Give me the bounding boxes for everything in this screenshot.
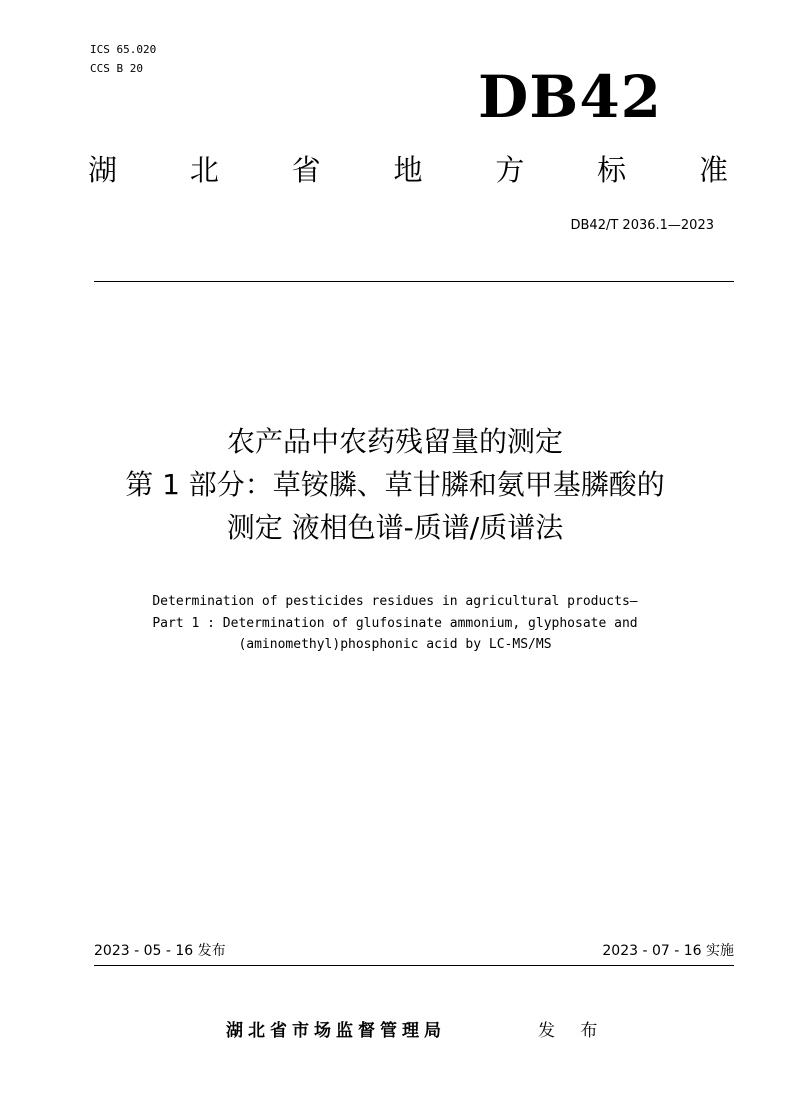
standard-type-char: 地 [393,153,423,187]
ccs-code: CCS B 20 [90,62,143,75]
chinese-title [0,420,790,549]
standard-type-char: 北 [189,153,219,187]
english-title-line: (aminomethyl)phosphonic acid by LC-MS/MS [238,637,552,652]
english-title-line: Determination of pesticides residues in agricultural products— [152,594,638,609]
standard-type-char: 省 [291,153,321,187]
bottom-divider [94,965,734,966]
english-title-line: Part 1 : Determination of glufosinate ammonium, glyphosate and [152,615,638,631]
standard-logo: DB42 [478,63,663,131]
chinese-title-line: 农产品中农药残留量的测定 [226,425,563,458]
chinese-title-line: 第 1 部分：草铵膦、草甘膦和氨甲基膦酸的 [125,468,665,501]
chinese-title-line: 测定 液相色谱-质谱/质谱法 [226,511,564,544]
standard-type-char: 方 [495,153,525,187]
standard-type-title [88,148,728,192]
top-divider [94,281,734,282]
classification-codes [90,40,156,78]
standard-type-char: 标 [597,153,627,187]
issuing-authority: 湖北省市场监督管理局 [226,1021,446,1041]
issue-label: 发 布 [538,1021,608,1041]
ics-code: ICS 65.020 [90,43,157,56]
standard-number: DB42/T 2036.1—2023 [570,218,714,233]
standard-type-char: 湖 [88,153,118,187]
implement-date: 2023 - 07 - 16 实施 [602,943,734,959]
standard-type-char: 准 [698,153,728,187]
publish-date: 2023 - 05 - 16 发布 [94,943,226,959]
english-title [0,591,790,656]
